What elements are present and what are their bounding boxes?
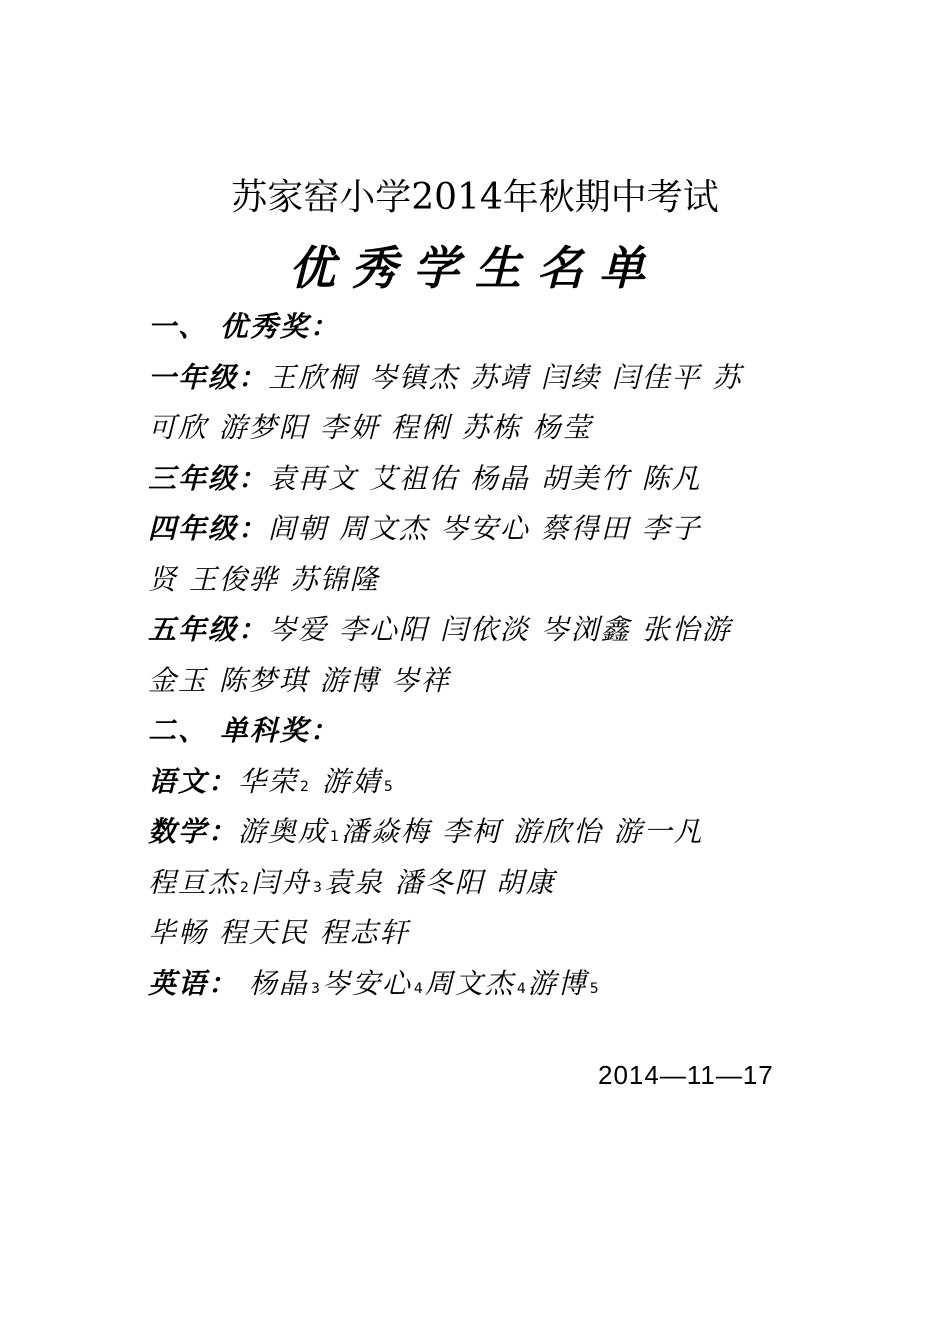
english-name: 杨晶 (248, 966, 309, 1000)
english-rank: 4 (516, 980, 526, 997)
english-name: 周文杰 (424, 966, 515, 1000)
grade5-names: 岑爱 李心阳 闫依淡 岑浏鑫 张怡游 (268, 613, 732, 646)
math-label: 数学： (148, 815, 239, 848)
document-subtitle: 优秀学生名单 (289, 241, 661, 295)
english-label: 英语： (148, 966, 239, 1000)
math-name: 闫舟 (250, 865, 311, 899)
grade3-names: 袁再文 艾祖佑 杨晶 胡美竹 陈凡 (268, 461, 702, 495)
math-name: 游奥成 (238, 815, 329, 848)
math-line-3: 毕畅 程天民 程志轩 (148, 916, 410, 949)
math-name: 袁泉 潘冬阳 胡康 (323, 865, 556, 899)
grade3-line (148, 454, 828, 505)
english-rank: 3 (310, 980, 320, 997)
english-name: 游博 (527, 966, 588, 1000)
grade5-line-1 (148, 605, 828, 656)
math-line-1 (148, 807, 828, 858)
document-date: 2014—11—17 (598, 1060, 774, 1090)
math-rank: 2 (240, 879, 249, 896)
math-line-2 (148, 858, 828, 909)
chinese-line (148, 757, 828, 808)
grade1-label: 一年级： (148, 360, 269, 394)
award-list (148, 302, 828, 1009)
chinese-rank: 5 (383, 778, 393, 795)
math-name: 潘焱梅 李柯 游欣怡 游一凡 (340, 815, 704, 848)
grade4-line-1 (148, 504, 828, 555)
section-subject-heading: 二、 单科奖： (148, 714, 340, 747)
chinese-rank: 2 (300, 778, 309, 795)
grade3-label: 三年级： (148, 461, 269, 495)
english-rank: 5 (589, 980, 599, 997)
grade1-names: 王欣桐 岑镇杰 苏靖 闫续 闫佳平 苏 (268, 360, 743, 394)
document-title: 苏家窑小学2014年秋期中考试 (231, 177, 719, 218)
math-rank: 1 (330, 829, 339, 845)
grade1-line-2: 可欣 游梦阳 李妍 程俐 苏栋 杨莹 (148, 411, 593, 444)
english-name: 岑安心 (321, 966, 412, 1000)
chinese-name: 游婧 (321, 764, 382, 798)
grade4-names: 闾朝 周文杰 岑安心 蔡得田 李子 (268, 512, 702, 545)
grade5-line-2: 金玉 陈梦琪 游博 岑祥 (148, 663, 451, 697)
math-rank: 3 (312, 879, 322, 896)
grade4-line-2: 贤 王俊骅 苏锦隆 (148, 562, 380, 596)
chinese-label: 语文： (148, 764, 239, 798)
grade1-line-1 (148, 353, 828, 404)
english-rank: 4 (413, 980, 423, 997)
grade5-label: 五年级： (148, 613, 269, 646)
section-excellence-heading: 一、 优秀奖： (148, 310, 340, 343)
english-line (148, 959, 828, 1010)
math-name: 程亘杰 (148, 865, 239, 899)
grade4-label: 四年级： (148, 512, 269, 545)
chinese-name: 华荣 (238, 764, 299, 798)
